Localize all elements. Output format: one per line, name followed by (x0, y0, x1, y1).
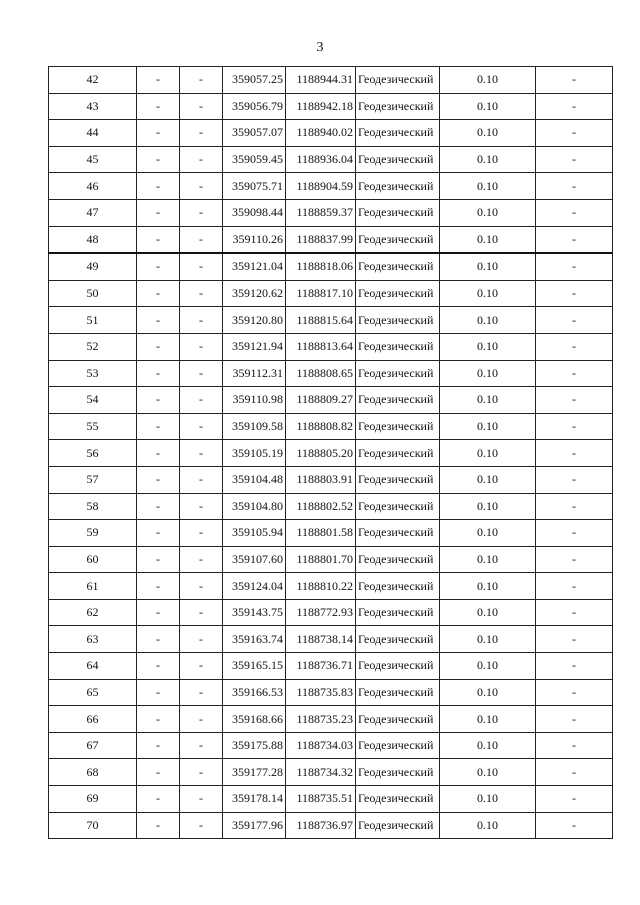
point-number-cell: 68 (49, 759, 137, 786)
dash-cell: - (180, 466, 223, 493)
table-row (49, 253, 613, 280)
x-coordinate-cell: 359177.28 (223, 759, 286, 786)
method-cell: Геодезический (356, 466, 440, 493)
point-number-cell: 60 (49, 546, 137, 573)
accuracy-cell: 0.10 (440, 226, 536, 253)
table-row (49, 466, 613, 493)
dash-cell: - (137, 440, 180, 467)
x-coordinate-cell: 359109.58 (223, 413, 286, 440)
y-coordinate-cell: 1188940.02 (286, 120, 356, 147)
dash-cell: - (137, 653, 180, 680)
y-coordinate-cell: 1188805.20 (286, 440, 356, 467)
point-number-cell: 43 (49, 93, 137, 120)
dash-cell: - (137, 199, 180, 226)
method-cell: Геодезический (356, 360, 440, 387)
method-cell: Геодезический (356, 253, 440, 280)
point-number-cell: 59 (49, 520, 137, 547)
dash-cell: - (137, 67, 180, 94)
accuracy-cell: 0.10 (440, 280, 536, 307)
accuracy-cell: 0.10 (440, 599, 536, 626)
dash-cell: - (137, 226, 180, 253)
table-row (49, 93, 613, 120)
x-coordinate-cell: 359105.94 (223, 520, 286, 547)
y-coordinate-cell: 1188818.06 (286, 253, 356, 280)
table-row (49, 67, 613, 94)
y-coordinate-cell: 1188802.52 (286, 493, 356, 520)
method-cell: Геодезический (356, 706, 440, 733)
point-number-cell: 61 (49, 573, 137, 600)
x-coordinate-cell: 359120.80 (223, 307, 286, 334)
dash-cell: - (180, 706, 223, 733)
point-number-cell: 65 (49, 679, 137, 706)
point-number-cell: 66 (49, 706, 137, 733)
dash-cell: - (536, 493, 613, 520)
dash-cell: - (137, 146, 180, 173)
point-number-cell: 53 (49, 360, 137, 387)
point-number-cell: 49 (49, 253, 137, 280)
point-number-cell: 67 (49, 732, 137, 759)
dash-cell: - (180, 520, 223, 547)
method-cell: Геодезический (356, 493, 440, 520)
dash-cell: - (137, 120, 180, 147)
x-coordinate-cell: 359059.45 (223, 146, 286, 173)
dash-cell: - (536, 387, 613, 414)
dash-cell: - (137, 812, 180, 839)
dash-cell: - (536, 280, 613, 307)
dash-cell: - (137, 466, 180, 493)
dash-cell: - (180, 173, 223, 200)
method-cell: Геодезический (356, 280, 440, 307)
dash-cell: - (180, 146, 223, 173)
dash-cell: - (536, 120, 613, 147)
table-row (49, 679, 613, 706)
accuracy-cell: 0.10 (440, 706, 536, 733)
table-row (49, 413, 613, 440)
dash-cell: - (536, 679, 613, 706)
table-row (49, 307, 613, 334)
point-number-cell: 46 (49, 173, 137, 200)
accuracy-cell: 0.10 (440, 67, 536, 94)
point-number-cell: 51 (49, 307, 137, 334)
x-coordinate-cell: 359057.07 (223, 120, 286, 147)
point-number-cell: 57 (49, 466, 137, 493)
dash-cell: - (536, 812, 613, 839)
dash-cell: - (536, 440, 613, 467)
y-coordinate-cell: 1188735.51 (286, 786, 356, 813)
method-cell: Геодезический (356, 146, 440, 173)
accuracy-cell: 0.10 (440, 333, 536, 360)
dash-cell: - (180, 360, 223, 387)
y-coordinate-cell: 1188808.65 (286, 360, 356, 387)
point-number-cell: 50 (49, 280, 137, 307)
y-coordinate-cell: 1188734.32 (286, 759, 356, 786)
point-number-cell: 56 (49, 440, 137, 467)
point-number-cell: 62 (49, 599, 137, 626)
accuracy-cell: 0.10 (440, 253, 536, 280)
dash-cell: - (536, 253, 613, 280)
y-coordinate-cell: 1188734.03 (286, 732, 356, 759)
method-cell: Геодезический (356, 599, 440, 626)
x-coordinate-cell: 359165.15 (223, 653, 286, 680)
dash-cell: - (137, 493, 180, 520)
method-cell: Геодезический (356, 387, 440, 414)
dash-cell: - (137, 387, 180, 414)
dash-cell: - (536, 67, 613, 94)
point-number-cell: 47 (49, 199, 137, 226)
dash-cell: - (180, 812, 223, 839)
method-cell: Геодезический (356, 173, 440, 200)
method-cell: Геодезический (356, 573, 440, 600)
x-coordinate-cell: 359177.96 (223, 812, 286, 839)
dash-cell: - (536, 173, 613, 200)
dash-cell: - (180, 546, 223, 573)
method-cell: Геодезический (356, 679, 440, 706)
dash-cell: - (536, 573, 613, 600)
dash-cell: - (180, 387, 223, 414)
method-cell: Геодезический (356, 67, 440, 94)
dash-cell: - (137, 173, 180, 200)
dash-cell: - (137, 520, 180, 547)
coordinates-table (48, 66, 613, 839)
dash-cell: - (536, 732, 613, 759)
dash-cell: - (137, 333, 180, 360)
table-row (49, 626, 613, 653)
x-coordinate-cell: 359163.74 (223, 626, 286, 653)
y-coordinate-cell: 1188813.64 (286, 333, 356, 360)
point-number-cell: 54 (49, 387, 137, 414)
dash-cell: - (180, 333, 223, 360)
accuracy-cell: 0.10 (440, 93, 536, 120)
dash-cell: - (180, 67, 223, 94)
table-row (49, 120, 613, 147)
x-coordinate-cell: 359166.53 (223, 679, 286, 706)
table-row (49, 759, 613, 786)
x-coordinate-cell: 359098.44 (223, 199, 286, 226)
table-row (49, 387, 613, 414)
accuracy-cell: 0.10 (440, 413, 536, 440)
dash-cell: - (137, 626, 180, 653)
dash-cell: - (180, 786, 223, 813)
method-cell: Геодезический (356, 759, 440, 786)
y-coordinate-cell: 1188803.91 (286, 466, 356, 493)
method-cell: Геодезический (356, 307, 440, 334)
method-cell: Геодезический (356, 812, 440, 839)
table-row (49, 786, 613, 813)
dash-cell: - (180, 199, 223, 226)
accuracy-cell: 0.10 (440, 520, 536, 547)
accuracy-cell: 0.10 (440, 360, 536, 387)
point-number-cell: 42 (49, 67, 137, 94)
x-coordinate-cell: 359110.26 (223, 226, 286, 253)
dash-cell: - (536, 706, 613, 733)
y-coordinate-cell: 1188810.22 (286, 573, 356, 600)
table-row (49, 146, 613, 173)
y-coordinate-cell: 1188801.58 (286, 520, 356, 547)
dash-cell: - (180, 653, 223, 680)
dash-cell: - (180, 280, 223, 307)
dash-cell: - (180, 679, 223, 706)
table-row (49, 226, 613, 253)
y-coordinate-cell: 1188809.27 (286, 387, 356, 414)
dash-cell: - (137, 253, 180, 280)
x-coordinate-cell: 359124.04 (223, 573, 286, 600)
accuracy-cell: 0.10 (440, 440, 536, 467)
y-coordinate-cell: 1188736.97 (286, 812, 356, 839)
x-coordinate-cell: 359175.88 (223, 732, 286, 759)
accuracy-cell: 0.10 (440, 786, 536, 813)
dash-cell: - (536, 333, 613, 360)
accuracy-cell: 0.10 (440, 812, 536, 839)
table-row (49, 493, 613, 520)
x-coordinate-cell: 359075.71 (223, 173, 286, 200)
point-number-cell: 48 (49, 226, 137, 253)
method-cell: Геодезический (356, 732, 440, 759)
dash-cell: - (536, 146, 613, 173)
dash-cell: - (137, 573, 180, 600)
dash-cell: - (137, 732, 180, 759)
x-coordinate-cell: 359056.79 (223, 93, 286, 120)
dash-cell: - (137, 759, 180, 786)
accuracy-cell: 0.10 (440, 679, 536, 706)
point-number-cell: 44 (49, 120, 137, 147)
accuracy-cell: 0.10 (440, 626, 536, 653)
point-number-cell: 63 (49, 626, 137, 653)
method-cell: Геодезический (356, 440, 440, 467)
point-number-cell: 55 (49, 413, 137, 440)
point-number-cell: 58 (49, 493, 137, 520)
table-row (49, 653, 613, 680)
y-coordinate-cell: 1188944.31 (286, 67, 356, 94)
method-cell: Геодезический (356, 226, 440, 253)
dash-cell: - (137, 413, 180, 440)
accuracy-cell: 0.10 (440, 759, 536, 786)
x-coordinate-cell: 359110.98 (223, 387, 286, 414)
table-row (49, 546, 613, 573)
dash-cell: - (180, 226, 223, 253)
dash-cell: - (536, 307, 613, 334)
y-coordinate-cell: 1188942.18 (286, 93, 356, 120)
method-cell: Геодезический (356, 413, 440, 440)
x-coordinate-cell: 359143.75 (223, 599, 286, 626)
dash-cell: - (536, 653, 613, 680)
dash-cell: - (180, 493, 223, 520)
y-coordinate-cell: 1188837.99 (286, 226, 356, 253)
table-row (49, 573, 613, 600)
method-cell: Геодезический (356, 546, 440, 573)
y-coordinate-cell: 1188735.83 (286, 679, 356, 706)
y-coordinate-cell: 1188738.14 (286, 626, 356, 653)
dash-cell: - (137, 546, 180, 573)
dash-cell: - (536, 466, 613, 493)
x-coordinate-cell: 359168.66 (223, 706, 286, 733)
dash-cell: - (536, 759, 613, 786)
dash-cell: - (536, 786, 613, 813)
x-coordinate-cell: 359104.48 (223, 466, 286, 493)
x-coordinate-cell: 359104.80 (223, 493, 286, 520)
x-coordinate-cell: 359107.60 (223, 546, 286, 573)
x-coordinate-cell: 359105.19 (223, 440, 286, 467)
x-coordinate-cell: 359121.94 (223, 333, 286, 360)
method-cell: Геодезический (356, 626, 440, 653)
method-cell: Геодезический (356, 786, 440, 813)
table-row (49, 173, 613, 200)
accuracy-cell: 0.10 (440, 199, 536, 226)
dash-cell: - (137, 93, 180, 120)
method-cell: Геодезический (356, 120, 440, 147)
accuracy-cell: 0.10 (440, 732, 536, 759)
accuracy-cell: 0.10 (440, 653, 536, 680)
table-row (49, 333, 613, 360)
method-cell: Геодезический (356, 653, 440, 680)
x-coordinate-cell: 359112.31 (223, 360, 286, 387)
dash-cell: - (180, 626, 223, 653)
table-row (49, 520, 613, 547)
accuracy-cell: 0.10 (440, 493, 536, 520)
dash-cell: - (536, 360, 613, 387)
point-number-cell: 70 (49, 812, 137, 839)
point-number-cell: 52 (49, 333, 137, 360)
table-row (49, 280, 613, 307)
dash-cell: - (536, 226, 613, 253)
dash-cell: - (180, 732, 223, 759)
dash-cell: - (137, 786, 180, 813)
dash-cell: - (536, 546, 613, 573)
dash-cell: - (180, 440, 223, 467)
dash-cell: - (137, 679, 180, 706)
x-coordinate-cell: 359178.14 (223, 786, 286, 813)
table-row (49, 199, 613, 226)
method-cell: Геодезический (356, 520, 440, 547)
accuracy-cell: 0.10 (440, 120, 536, 147)
y-coordinate-cell: 1188815.64 (286, 307, 356, 334)
y-coordinate-cell: 1188801.70 (286, 546, 356, 573)
dash-cell: - (180, 253, 223, 280)
dash-cell: - (180, 307, 223, 334)
dash-cell: - (137, 360, 180, 387)
dash-cell: - (180, 599, 223, 626)
point-number-cell: 45 (49, 146, 137, 173)
table-row (49, 706, 613, 733)
dash-cell: - (137, 280, 180, 307)
table-row (49, 360, 613, 387)
y-coordinate-cell: 1188936.04 (286, 146, 356, 173)
dash-cell: - (137, 706, 180, 733)
y-coordinate-cell: 1188904.59 (286, 173, 356, 200)
accuracy-cell: 0.10 (440, 146, 536, 173)
y-coordinate-cell: 1188735.23 (286, 706, 356, 733)
table-row (49, 599, 613, 626)
method-cell: Геодезический (356, 199, 440, 226)
x-coordinate-cell: 359121.04 (223, 253, 286, 280)
dash-cell: - (536, 199, 613, 226)
x-coordinate-cell: 359057.25 (223, 67, 286, 94)
y-coordinate-cell: 1188736.71 (286, 653, 356, 680)
accuracy-cell: 0.10 (440, 173, 536, 200)
y-coordinate-cell: 1188859.37 (286, 199, 356, 226)
dash-cell: - (137, 599, 180, 626)
x-coordinate-cell: 359120.62 (223, 280, 286, 307)
method-cell: Геодезический (356, 93, 440, 120)
page-number: 3 (316, 40, 324, 55)
table-row (49, 732, 613, 759)
dash-cell: - (180, 120, 223, 147)
dash-cell: - (536, 413, 613, 440)
dash-cell: - (180, 413, 223, 440)
accuracy-cell: 0.10 (440, 466, 536, 493)
dash-cell: - (137, 307, 180, 334)
y-coordinate-cell: 1188817.10 (286, 280, 356, 307)
point-number-cell: 69 (49, 786, 137, 813)
table-row (49, 440, 613, 467)
method-cell: Геодезический (356, 333, 440, 360)
dash-cell: - (180, 93, 223, 120)
y-coordinate-cell: 1188772.93 (286, 599, 356, 626)
dash-cell: - (180, 759, 223, 786)
accuracy-cell: 0.10 (440, 307, 536, 334)
accuracy-cell: 0.10 (440, 387, 536, 414)
dash-cell: - (536, 520, 613, 547)
dash-cell: - (180, 573, 223, 600)
accuracy-cell: 0.10 (440, 573, 536, 600)
dash-cell: - (536, 626, 613, 653)
accuracy-cell: 0.10 (440, 546, 536, 573)
dash-cell: - (536, 93, 613, 120)
table-row (49, 812, 613, 839)
dash-cell: - (536, 599, 613, 626)
point-number-cell: 64 (49, 653, 137, 680)
y-coordinate-cell: 1188808.82 (286, 413, 356, 440)
